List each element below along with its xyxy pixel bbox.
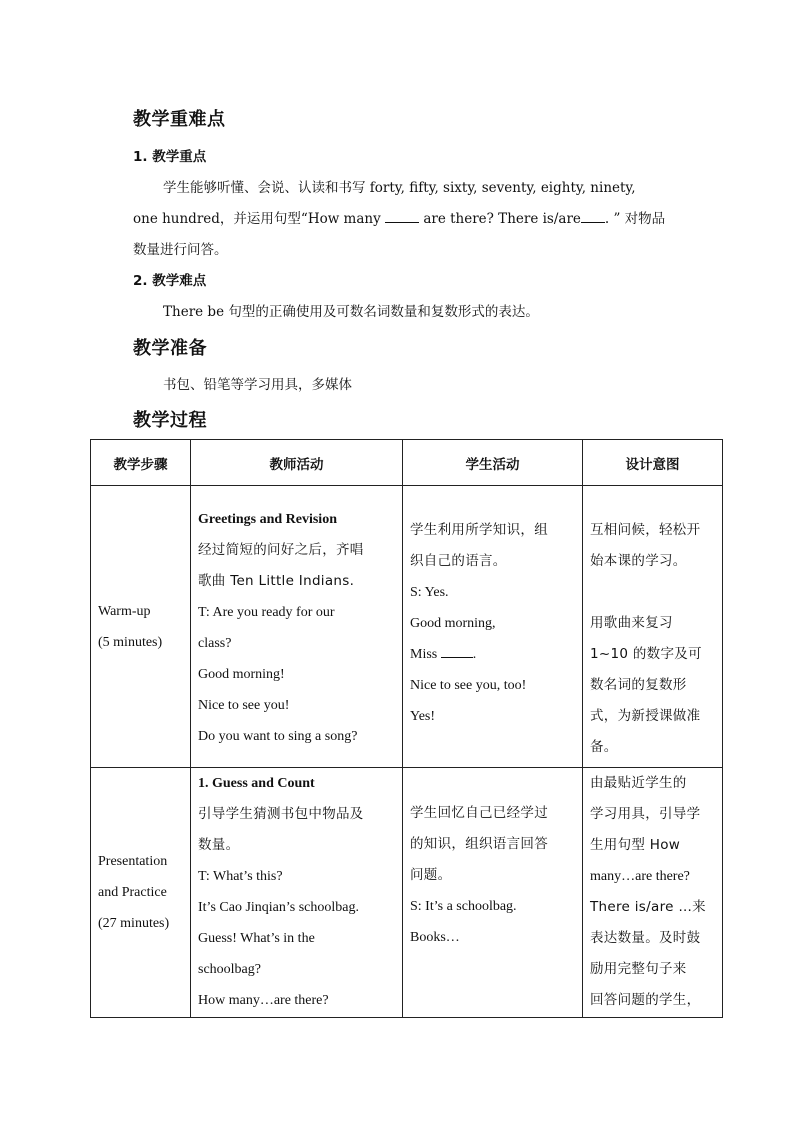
activity-line: 引导学生猜测书包中物品及 xyxy=(198,806,364,822)
blank-line xyxy=(441,645,473,658)
teacher-activity-cell xyxy=(191,486,403,768)
step-cell xyxy=(91,486,191,768)
table-row xyxy=(91,768,723,1018)
activity-line: Books… xyxy=(410,930,460,945)
activity-line: 学生回忆自己已经学过 xyxy=(410,805,548,821)
key-point-1-line2 xyxy=(133,207,665,227)
activity-line: T: Are you ready for our xyxy=(198,605,335,620)
activity-line: 经过简短的问好之后，齐唱 xyxy=(198,542,364,558)
activity-line: S: It’s a schoolbag. xyxy=(410,899,517,914)
activity-line: 的知识，组织语言回答 xyxy=(410,836,548,852)
activity-line: 学生利用所学知识，组 xyxy=(410,522,548,538)
activity-line: 织自己的语言。 xyxy=(410,553,507,569)
activity-line: 歌曲 Ten Little Indians. xyxy=(198,573,355,589)
intent-line: 式，为新授课做准 xyxy=(590,708,701,724)
key-point-1-line2-part-b: are there? There is/are xyxy=(419,211,581,227)
activity-line: 问题。 xyxy=(410,867,452,883)
blank-line xyxy=(385,210,419,223)
intent-line: 始本课的学习。 xyxy=(590,553,687,569)
lesson-process-table xyxy=(90,439,723,1018)
blank-line xyxy=(581,210,605,223)
activity-line: schoolbag? xyxy=(198,962,261,977)
spacer xyxy=(590,577,716,608)
key-point-1-line2-part-a: one hundred，并运用句型“How many xyxy=(133,211,386,227)
intent-line: 1~10 的数字及可 xyxy=(590,646,702,662)
intent-line: 数名词的复数形 xyxy=(590,677,687,693)
activity-line: Nice to see you, too! xyxy=(410,678,527,693)
intent-line: 学习用具，引导学 xyxy=(590,806,701,822)
activity-line: 数量。 xyxy=(198,837,240,853)
activity-line: How many…are there? xyxy=(198,993,329,1008)
table-row xyxy=(91,486,723,768)
activity-line: Miss . xyxy=(410,647,477,662)
activity-line: Yes! xyxy=(410,709,436,724)
intent-line: 备。 xyxy=(590,739,618,755)
design-intent-cell xyxy=(583,486,723,768)
activity-line: It’s Cao Jinqian’s schoolbag. xyxy=(198,900,359,915)
key-point-1-line2-part-c: . ” 对物品 xyxy=(604,211,666,227)
activity-line: Good morning, xyxy=(410,616,496,631)
activity-line: T: What’s this? xyxy=(198,869,283,884)
activity-line: Nice to see you! xyxy=(198,698,290,713)
header-step: 教学步骤 xyxy=(91,440,191,486)
intent-line: many…are there? xyxy=(590,869,690,884)
header-student: 学生活动 xyxy=(403,440,583,486)
intent-line: 表达数量。及时鼓 xyxy=(590,930,701,946)
intent-line: 由最贴近学生的 xyxy=(590,775,687,791)
student-activity-cell xyxy=(403,486,583,768)
activity-title: 1. Guess and Count xyxy=(198,776,315,791)
key-point-1-heading: 1. 教学重点 xyxy=(133,149,207,165)
intent-line: 生用句型 How xyxy=(590,837,681,853)
step-text: (27 minutes) xyxy=(98,916,170,931)
intent-line: 回答问题的学生， xyxy=(590,992,701,1008)
process-heading: 教学过程 xyxy=(133,410,207,431)
step-text: (5 minutes) xyxy=(98,634,163,650)
activity-line: Do you want to sing a song? xyxy=(198,729,358,744)
step-cell xyxy=(91,768,191,1018)
preparation-heading: 教学准备 xyxy=(133,338,207,359)
activity-line: S: Yes. xyxy=(410,585,449,600)
step-text: and Practice xyxy=(98,885,167,900)
intent-line: 用歌曲来复习 xyxy=(590,615,673,631)
header-intent: 设计意图 xyxy=(583,440,723,486)
activity-line: class? xyxy=(198,636,232,651)
key-point-2-line1: There be 句型的正确使用及可数名词数量和复数形式的表达。 xyxy=(163,304,539,320)
key-point-1-line3: 数量进行问答。 xyxy=(133,242,228,258)
activity-line: Guess! What’s in the xyxy=(198,931,315,946)
activity-line-text: Miss xyxy=(410,647,441,662)
intent-line: 互相问候，轻松开 xyxy=(590,522,701,538)
design-intent-cell xyxy=(583,768,723,1018)
preparation-line: 书包、铅笔等学习用具，多媒体 xyxy=(163,377,352,393)
intent-line: There is/are …来 xyxy=(590,899,706,915)
teacher-activity-cell xyxy=(191,768,403,1018)
intent-line: 励用完整句子来 xyxy=(590,961,687,977)
activity-title: Greetings and Revision xyxy=(198,512,337,527)
step-text: Presentation xyxy=(98,854,168,869)
key-points-heading: 教学重难点 xyxy=(133,109,226,130)
key-point-1-line1: 学生能够听懂、会说、认读和书写 forty, fifty, sixty, seventy, eighty, ninety, xyxy=(163,180,636,196)
header-teacher: 教师活动 xyxy=(191,440,403,486)
activity-line: Good morning! xyxy=(198,667,285,682)
key-point-2-heading: 2. 教学难点 xyxy=(133,273,207,289)
student-activity-cell xyxy=(403,768,583,1018)
step-text: Warm-up xyxy=(98,603,151,619)
table-header-row xyxy=(91,440,723,486)
